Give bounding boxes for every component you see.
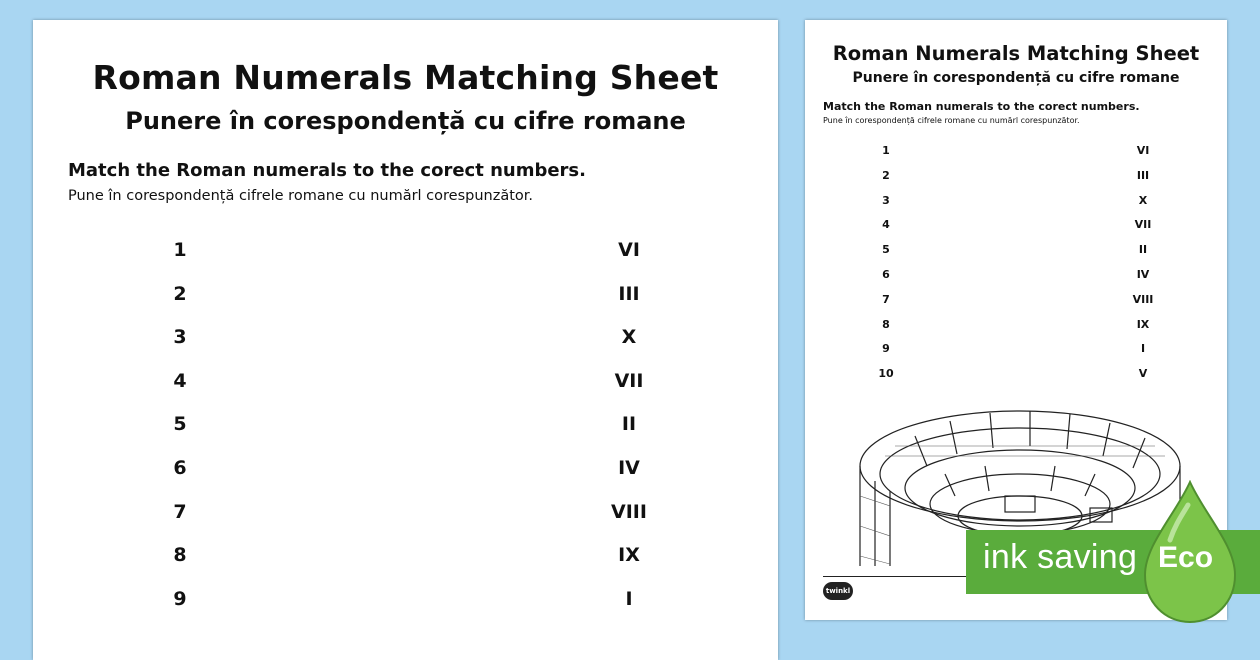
ink-saving-text: ink saving — [983, 538, 1138, 576]
roman-numeral-label: X — [621, 326, 637, 349]
twinkl-logo: twinkl — [823, 582, 853, 600]
roman-numeral-label: I — [1140, 342, 1146, 356]
matching-row — [805, 367, 1227, 383]
number-label: 7 — [882, 292, 890, 306]
page-title: Roman Numerals Matching Sheet — [92, 58, 719, 97]
matching-row — [805, 293, 1227, 309]
roman-numeral-label: II — [1138, 243, 1148, 257]
instruction-english: Match the Roman numerals to the corect numbers. — [68, 160, 586, 181]
page-title: Roman Numerals Matching Sheet — [832, 42, 1200, 65]
matching-row — [33, 413, 778, 443]
roman-numeral-label: VII — [614, 369, 644, 392]
page-subtitle: Punere în corespondență cu cifre romane — [852, 70, 1180, 86]
matching-row — [805, 318, 1227, 334]
roman-numeral-label: IX — [1136, 317, 1150, 331]
number-label: 5 — [882, 243, 890, 257]
roman-numeral-label: II — [621, 413, 637, 436]
roman-numeral-label: VII — [1134, 218, 1152, 232]
roman-numeral-label: IV — [1136, 268, 1150, 281]
number-label: 2 — [173, 282, 187, 305]
matching-row — [33, 501, 778, 531]
matching-row — [33, 283, 778, 313]
matching-row — [805, 218, 1227, 234]
matching-row — [33, 239, 778, 269]
instruction-english: Match the Roman numerals to the corect numbers. — [823, 100, 1140, 113]
roman-numeral-label: IX — [618, 544, 640, 567]
roman-numeral-label: X — [1138, 193, 1148, 207]
number-label: 4 — [173, 369, 187, 392]
matching-row — [33, 326, 778, 356]
number-label: 8 — [173, 544, 187, 567]
roman-numeral-label: VIII — [611, 500, 647, 523]
number-label: 9 — [882, 342, 890, 356]
worksheet-large-preview — [33, 20, 778, 660]
roman-numeral-label: VI — [1136, 144, 1150, 157]
matching-row — [33, 370, 778, 400]
number-label: 9 — [173, 587, 187, 610]
matching-row — [805, 342, 1227, 358]
page-subtitle: Punere în corespondență cu cifre romane — [125, 107, 686, 135]
number-label: 3 — [173, 326, 187, 349]
number-label: 4 — [882, 218, 890, 232]
number-label: 3 — [882, 193, 890, 207]
roman-numeral-label: IV — [618, 457, 640, 479]
number-label: 1 — [173, 239, 187, 261]
matching-row — [33, 544, 778, 574]
roman-numeral-label: I — [625, 587, 633, 610]
number-label: 6 — [882, 268, 890, 281]
roman-numeral-label: III — [1136, 168, 1150, 182]
roman-numeral-label: VIII — [1132, 292, 1154, 306]
number-label: 5 — [173, 413, 187, 436]
number-label: 1 — [882, 144, 890, 157]
matching-row — [33, 588, 778, 618]
instruction-romanian: Pune în corespondență cifrele romane cu numărl corespunzător. — [68, 188, 534, 204]
roman-numeral-label: V — [1138, 367, 1148, 381]
number-label: 2 — [882, 168, 890, 182]
number-label: 8 — [882, 317, 890, 331]
roman-numeral-label: III — [618, 282, 640, 305]
number-label: 10 — [878, 367, 894, 381]
matching-row — [805, 268, 1227, 284]
roman-numeral-label: VI — [618, 239, 640, 261]
number-label: 7 — [173, 500, 187, 523]
number-label: 6 — [173, 457, 187, 479]
matching-row — [805, 243, 1227, 259]
eco-label: Eco — [1158, 541, 1214, 574]
matching-row — [805, 144, 1227, 160]
matching-row — [805, 194, 1227, 210]
instruction-romanian: Pune în corespondență cifrele romane cu numărl corespunzător. — [823, 116, 1080, 125]
matching-row — [805, 169, 1227, 185]
matching-row — [33, 457, 778, 487]
